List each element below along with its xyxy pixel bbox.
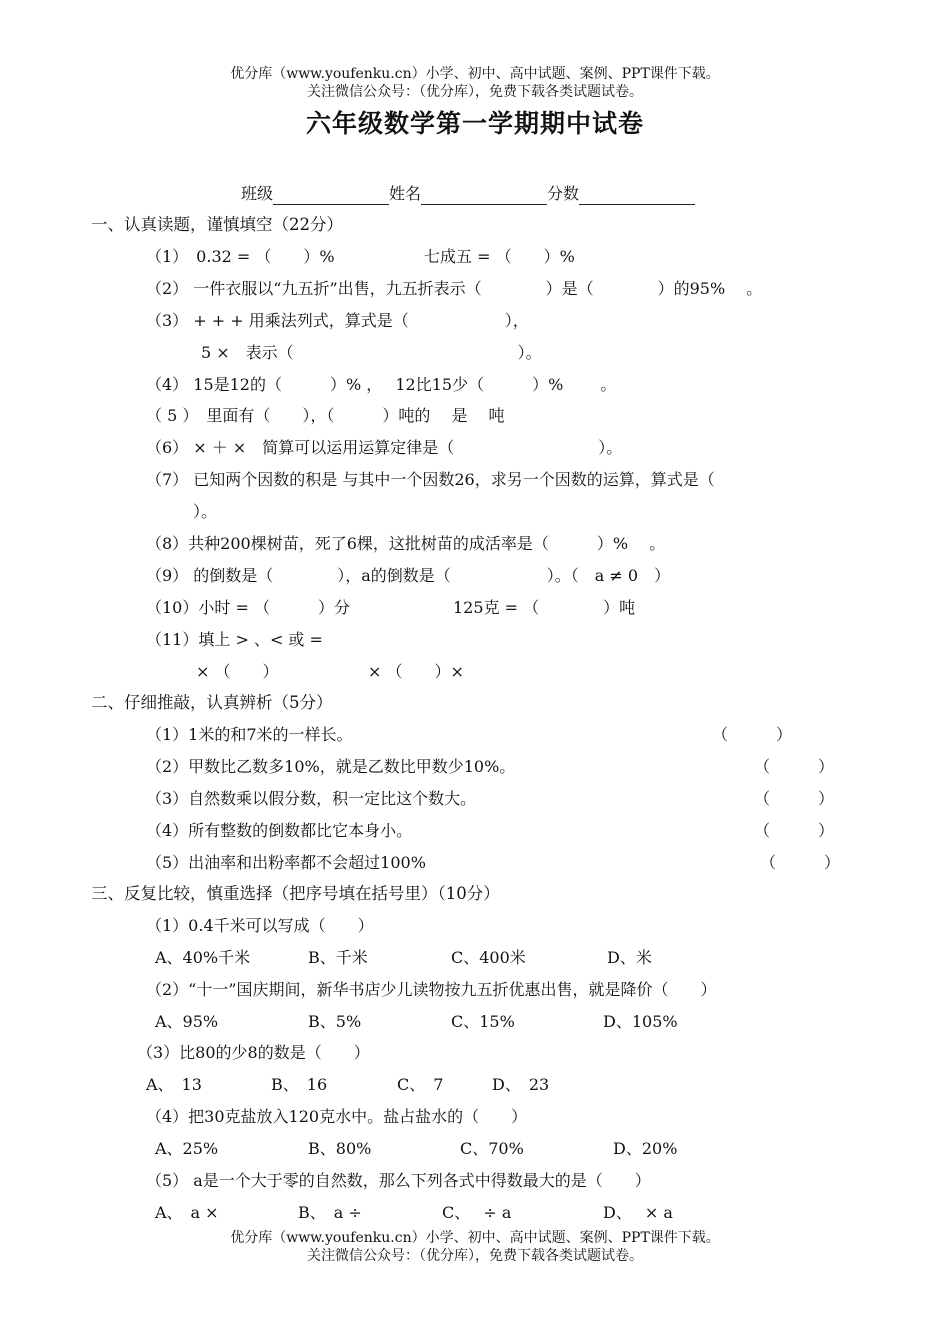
s3-q5-option[interactable]: D、 × a	[603, 1203, 673, 1222]
s1-q10-a: （10）小时 = （ ）分	[146, 598, 350, 617]
s1-q11-b: × （ ）×	[368, 662, 464, 681]
footer-line-1: 优分库（www.youfenku.cn）小学、初中、高中试题、案例、PPT课件下载。	[230, 1230, 720, 1246]
s3-q4-option[interactable]: C、70%	[460, 1139, 524, 1158]
s3-q1-option[interactable]: A、40%千米	[155, 948, 251, 967]
name-blank[interactable]	[421, 186, 547, 205]
section-2-heading: 二、仔细推敲，认真辨析（5分）	[91, 693, 333, 712]
s1-q2: （2） 一件衣服以“九五折”出售，九五折表示（ ）是（ ）的95% 。	[146, 279, 763, 298]
s2-item: （3）自然数乘以假分数，积一定比这个数大。	[146, 789, 477, 808]
s3-q2: （2）“十一”国庆期间，新华书店少儿读物按九五折优惠出售，就是降价（ ）	[146, 980, 717, 999]
s1-q1-b: 七成五 = （ ）%	[424, 247, 575, 266]
s2-answer-paren[interactable]: （ ）	[712, 725, 793, 744]
s3-q3-option[interactable]: D、 23	[492, 1075, 550, 1094]
s1-q8: （8）共种200棵树苗，死了6棵，这批树苗的成活率是（ ）% 。	[146, 534, 666, 553]
s2-item: （1）1米的和7米的一样长。	[146, 725, 353, 744]
s3-q3-option[interactable]: C、 7	[397, 1075, 444, 1094]
s3-q3-option[interactable]: B、 16	[271, 1075, 328, 1094]
class-blank[interactable]	[273, 186, 389, 205]
s3-q2-option[interactable]: C、15%	[451, 1012, 515, 1031]
s3-q5-option[interactable]: B、 a ÷	[298, 1203, 362, 1222]
s3-q5: （5） a是一个大于零的自然数，那么下列各式中得数最大的是（ ）	[146, 1171, 651, 1190]
s3-q3-option[interactable]: A、 13	[146, 1075, 202, 1094]
s1-q5: （ 5 ） 里面有（ ），（ ）吨的 是 吨	[146, 406, 505, 425]
s1-q3-a: （3） + + + 用乘法列式，算式是（ ），	[146, 311, 529, 330]
score-blank[interactable]	[579, 186, 695, 205]
s2-answer-paren[interactable]: （ ）	[754, 757, 835, 776]
s1-q6: （6） × ＋ × 简算可以运用运算定律是（ ）。	[146, 438, 623, 457]
section-3-heading: 三、反复比较，慎重选择（把序号填在括号里）（10分）	[91, 884, 500, 903]
s2-item: （2）甲数比乙数多10%，就是乙数比甲数少10%。	[146, 757, 516, 776]
score-label: 分数	[547, 184, 580, 203]
s3-q2-option[interactable]: B、5%	[308, 1012, 362, 1031]
s1-q10-b: 125克 = （ ）吨	[453, 598, 636, 617]
s1-q9: （9） 的倒数是（ ），a的倒数是（ ）。（ a ≠ 0 ）	[146, 566, 671, 585]
s3-q1: （1）0.4千米可以写成（ ）	[146, 916, 374, 935]
footer-line-2: 关注微信公众号：（优分库），免费下载各类试题试卷。	[307, 1248, 643, 1264]
s2-answer-paren[interactable]: （ ）	[754, 821, 835, 840]
s3-q5-option[interactable]: A、 a ×	[155, 1203, 219, 1222]
s1-q1-a: （1） 0.32 = （ ）%	[146, 247, 335, 266]
s2-answer-paren[interactable]: （ ）	[754, 789, 835, 808]
class-label: 班级	[241, 184, 274, 203]
page-title: 六年级数学第一学期期中试卷	[305, 109, 644, 138]
s1-q7-a: （7） 已知两个因数的积是 与其中一个因数26，求另一个因数的运算，算式是（	[146, 470, 715, 489]
s1-q7-b: ）。	[193, 502, 218, 521]
s3-q1-option[interactable]: B、千米	[308, 948, 368, 967]
s1-q11-a: × （ ）	[196, 662, 279, 681]
s3-q1-option[interactable]: D、米	[607, 948, 652, 967]
s3-q4: （4）把30克盐放入120克水中。盐占盐水的（ ）	[146, 1107, 528, 1126]
s3-q2-option[interactable]: A、95%	[155, 1012, 219, 1031]
s2-answer-paren[interactable]: （ ）	[760, 853, 841, 872]
s3-q3: （3）比80的少8的数是（ ）	[137, 1043, 370, 1062]
s3-q1-option[interactable]: C、400米	[451, 948, 526, 967]
section-1-heading: 一、认真读题，谨慎填空（22分）	[91, 215, 343, 234]
name-label: 姓名	[389, 184, 422, 203]
s2-item: （5）出油率和出粉率都不会超过100%	[146, 853, 426, 872]
s1-q3-b: 5 × 表示（ ）。	[201, 343, 542, 362]
header-line-1: 优分库（www.youfenku.cn）小学、初中、高中试题、案例、PPT课件下载。	[230, 66, 720, 82]
s3-q4-option[interactable]: A、25%	[155, 1139, 219, 1158]
s3-q2-option[interactable]: D、105%	[603, 1012, 678, 1031]
s1-q4: （4） 15是12的（ ）% ， 12比15少（ ）% 。	[146, 375, 617, 394]
header-line-2: 关注微信公众号：（优分库），免费下载各类试题试卷。	[307, 84, 643, 100]
info-line	[241, 183, 695, 205]
s3-q5-option[interactable]: C、 ÷ a	[442, 1203, 512, 1222]
s3-q4-option[interactable]: B、80%	[308, 1139, 372, 1158]
s2-item: （4）所有整数的倒数都比它本身小。	[146, 821, 413, 840]
s1-q11: （11）填上 > 、< 或 =	[146, 630, 323, 649]
s3-q4-option[interactable]: D、20%	[613, 1139, 678, 1158]
